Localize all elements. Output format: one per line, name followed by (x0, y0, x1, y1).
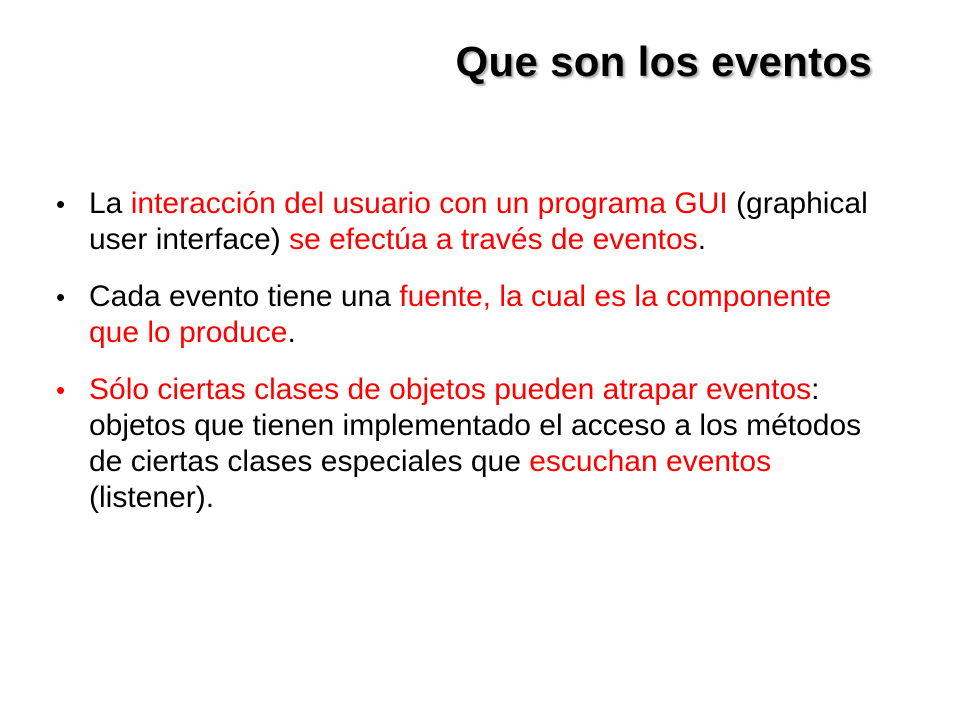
highlighted-text: escuchan eventos (529, 445, 772, 478)
slide-title: Que son los eventos (455, 38, 872, 85)
text-run: (listener). (89, 481, 215, 514)
bullet-item (56, 186, 886, 258)
bullet-marker-icon: • (56, 375, 66, 405)
bullet-list (56, 186, 886, 537)
highlighted-text: Sólo ciertas clases de objetos pueden atrapar eventos (89, 373, 812, 406)
text-run: La (89, 187, 131, 220)
text-run: Cada evento tiene una (89, 280, 400, 313)
highlighted-text: se efectúa a través de eventos (289, 223, 698, 256)
bullet-marker-icon: • (56, 189, 66, 219)
text-run: . (697, 223, 707, 256)
highlighted-text: fuente, la cual es la componente que lo produce (89, 280, 832, 349)
text-run: (graphical user interface) (89, 187, 868, 256)
text-run: : objetos que tienen implementado el acceso a los métodos de ciertas clases especiales que (89, 373, 862, 478)
text-run: . (287, 316, 296, 349)
bullet-marker-icon: • (56, 282, 66, 312)
bullet-item (56, 372, 886, 516)
bullet-text (89, 373, 861, 514)
bullet-item (56, 279, 886, 351)
bullet-text (89, 187, 868, 256)
bullet-text (89, 280, 831, 349)
highlighted-text: interacción del usuario con un programa GUI (130, 187, 728, 220)
